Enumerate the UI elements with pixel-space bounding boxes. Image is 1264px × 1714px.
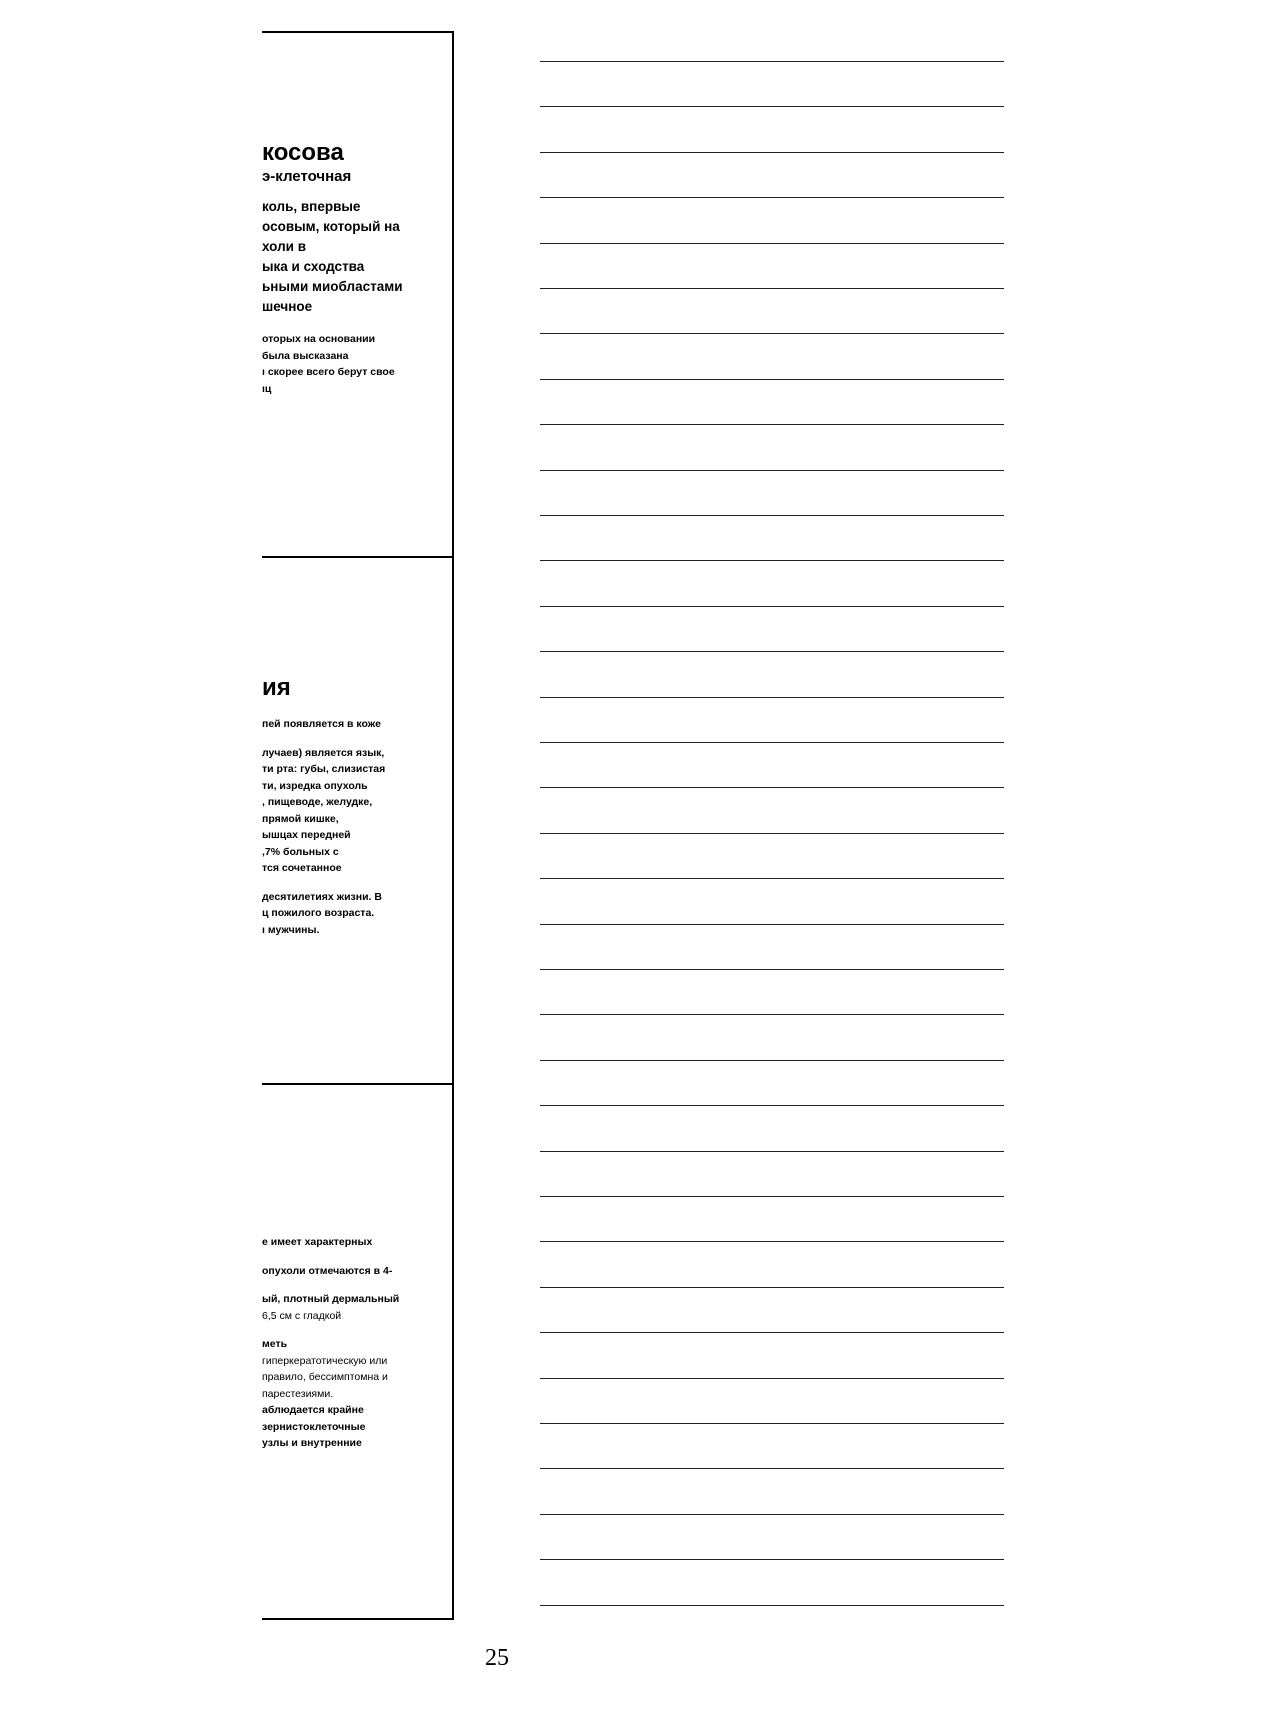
slide-3-para3-line: 6,5 см с гладкой (262, 1309, 342, 1322)
note-line (540, 833, 1004, 834)
slide-2 (262, 557, 454, 1085)
slide-1-body-line: коль, впервые (262, 199, 361, 214)
note-line (540, 651, 1004, 652)
note-line (540, 1151, 1004, 1152)
slide-3-para4-line: аблюдается крайне (262, 1404, 364, 1416)
slide-1-subtitle: э-клеточная (262, 168, 352, 185)
slide-1-title: косова (262, 139, 344, 166)
slide-3-para4-line: парестезиями. (262, 1387, 334, 1400)
note-line (540, 1060, 1004, 1061)
slide-2-para2-line: ти, изредка опухоль (262, 779, 368, 792)
slide-2-para2-line: ти рта: губы, слизистая (262, 763, 386, 775)
slide-3-para4-line: зернистоклеточные (262, 1420, 366, 1433)
note-line (540, 1514, 1004, 1515)
page-number: 25 (485, 1645, 509, 1671)
slide-2-title: ия (262, 674, 291, 701)
slide-2-para2-line: ышцах передней (262, 829, 351, 841)
slide-3-line: е имеет характерных (262, 1236, 373, 1248)
slide-1-body-line: шечное (262, 299, 313, 314)
slide-2-para2-line: , пищеводе, желудке, (262, 796, 373, 808)
note-line (540, 1423, 1004, 1424)
note-line (540, 197, 1004, 198)
note-line (540, 424, 1004, 425)
slide-3 (262, 1084, 454, 1620)
slide-2-right-border (452, 557, 454, 1085)
note-line (540, 1378, 1004, 1379)
note-line (540, 1196, 1004, 1197)
note-line (540, 106, 1004, 107)
note-line (540, 61, 1004, 62)
slide-1-small-line: ı скорее всего берут свое (262, 366, 395, 378)
note-line (540, 333, 1004, 334)
slide-1 (262, 31, 454, 558)
note-line (540, 560, 1004, 561)
note-line (540, 742, 1004, 743)
slide-2-para2-line: ,7% больных с (262, 845, 339, 858)
slide-2-para3-line: ц пожилого возраста. (262, 907, 375, 919)
slide-1-body-line: ыка и сходства (262, 259, 365, 274)
slide-3-para3-line: ый, плотный дермальный (262, 1293, 400, 1305)
slide-1-small-line: была высказана (262, 349, 349, 362)
slide-2-para3-line: десятилетиях жизни. В (262, 890, 382, 903)
notes-ruled-area (540, 0, 1004, 1650)
note-line (540, 470, 1004, 471)
slide-3-line: опухоли отмечаются в 4- (262, 1264, 393, 1277)
note-line (540, 606, 1004, 607)
note-line (540, 1559, 1004, 1560)
note-line (540, 1014, 1004, 1015)
note-line (540, 969, 1004, 970)
slide-2-para2-line: тся сочетанное (262, 862, 342, 874)
slide-3-para4-line: гиперкератотическую или (262, 1354, 388, 1367)
note-line (540, 1332, 1004, 1333)
slide-1-body-line: холи в (262, 239, 307, 254)
slide-2-line: пей появляется в коже (262, 718, 381, 730)
slide-1-right-border (452, 31, 454, 558)
slide-3-right-border (452, 1084, 454, 1620)
note-line (540, 515, 1004, 516)
slide-2-para3-line: ı мужчины. (262, 923, 320, 936)
note-line (540, 1605, 1004, 1606)
note-line (540, 924, 1004, 925)
note-line (540, 379, 1004, 380)
slide-2-para2-line: лучаев) является язык, (262, 746, 385, 759)
slide-1-body-line: осовым, который на (262, 219, 400, 234)
slide-2-para2-line: прямой кишке, (262, 812, 339, 825)
slide-3-para4-line: правило, бессимптомна и (262, 1371, 388, 1383)
note-line (540, 243, 1004, 244)
note-line (540, 1468, 1004, 1469)
slide-1-body-line: ьными миобластами (262, 279, 403, 294)
note-line (540, 787, 1004, 788)
slide-3-para4-line: узлы и внутренние (262, 1437, 362, 1449)
slide-3-para4-line: меть (262, 1338, 288, 1350)
slide-1-small-line: ıц (262, 382, 272, 395)
slide-1-small-line: оторых на основании (262, 333, 376, 345)
note-line (540, 697, 1004, 698)
note-line (540, 1241, 1004, 1242)
note-line (540, 288, 1004, 289)
note-line (540, 1287, 1004, 1288)
note-line (540, 152, 1004, 153)
note-line (540, 1105, 1004, 1106)
note-line (540, 878, 1004, 879)
